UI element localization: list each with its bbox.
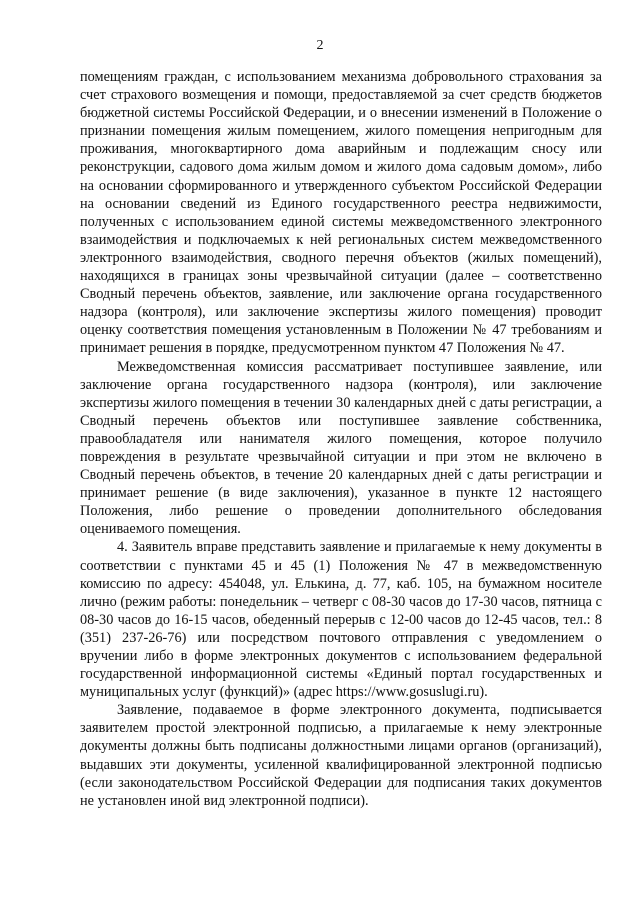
paragraph-commission-review: Межведомственная комиссия рассматривает поступившее заявление, или заключение органа государственного надзора (контроля), или заключение экспертизы жилого помещения в течении 30 календарных дней с даты регистрации, а Сводный перечень объектов или поступившее заявление собственника, правообладателя или нанимателя жилого помещения, которое получило повреждения в результате чрезвычайной ситуации и при этом не включено в Сводный перечень объектов, в течение 20 календарных дней с даты регистрации и принимает решение (в виде заключения), указанное в пункте 12 настоящего Положения, либо решение о проведении дополнительного обследования оцениваемого помещения. — [80, 358, 602, 538]
document-body — [80, 68, 602, 810]
paragraph-electronic-signature: Заявление, подаваемое в форме электронного документа, подписывается заявителем простой электронной подписью, а прилагаемые к нему электронные документы должны быть подписаны должностными лицами органов (организаций), выдавших эти документы, усиленной квалифицированной электронной подписью (если законодательством Российской Федерации для подписания таких документов не установлен иной вид электронной подписи). — [80, 702, 602, 809]
paragraph-applicant-rights: 4. Заявитель вправе представить заявление и прилагаемые к нему документы в соответствии с пунктами 45 и 45 (1) Положения № 47 в межведомственную комиссию по адресу: 454048, ул. Елькина, д. 77, каб. 105, на бумажном носителе лично (режим работы: понедельник – четверг с 08-30 часов до 17-30 часов, пятница с 08-30 часов до 16-15 часов, обеденный перерыв с 12-00 часов до 12-45 часов, тел.: 8 (351) 237-26-76) или посредством почтового отправления с уведомлением о вручении либо в форме электронных документов с использованием федеральной государственной информационной системы «Единый портал государственных и муниципальных услуг (функций)» (адрес https://www.gosuslugi.ru). — [80, 539, 602, 701]
paragraph-continuation: помещениям граждан, с использованием механизма добровольного страхования за счет страхового возмещения и помощи, предоставляемой за счет средств бюджетов бюджетной системы Российской Федерации, и о внесении изменений в Положение о признании помещения жилым помещением, жилого помещения непригодным для проживания, многоквартирного дома аварийным и подлежащим сносу или реконструкции, садового дома жилым домом и жилого дома садовым домом», либо на основании сформированного и утвержденного субъектом Российской Федерации на основании сведений из Единого государственного реестра недвижимости, полученных с использованием единой системы межведомственного электронного взаимодействия и подключаемых к ней региональных систем межведомственного электронного взаимодействия, сводного перечня объектов (жилых помещений), находящихся в границах зоны чрезвычайной ситуации (далее – соответственно Сводный перечень объектов, заявление, или заключение органа государственного надзора (контроля), или заключение экспертизы жилого помещения) проводит оценку соответствия помещения установленным в Положении № 47 требованиям и принимает решения в порядке, предусмотренном пунктом 47 Положения № 47. — [80, 69, 602, 357]
page-number: 2 — [316, 38, 324, 53]
